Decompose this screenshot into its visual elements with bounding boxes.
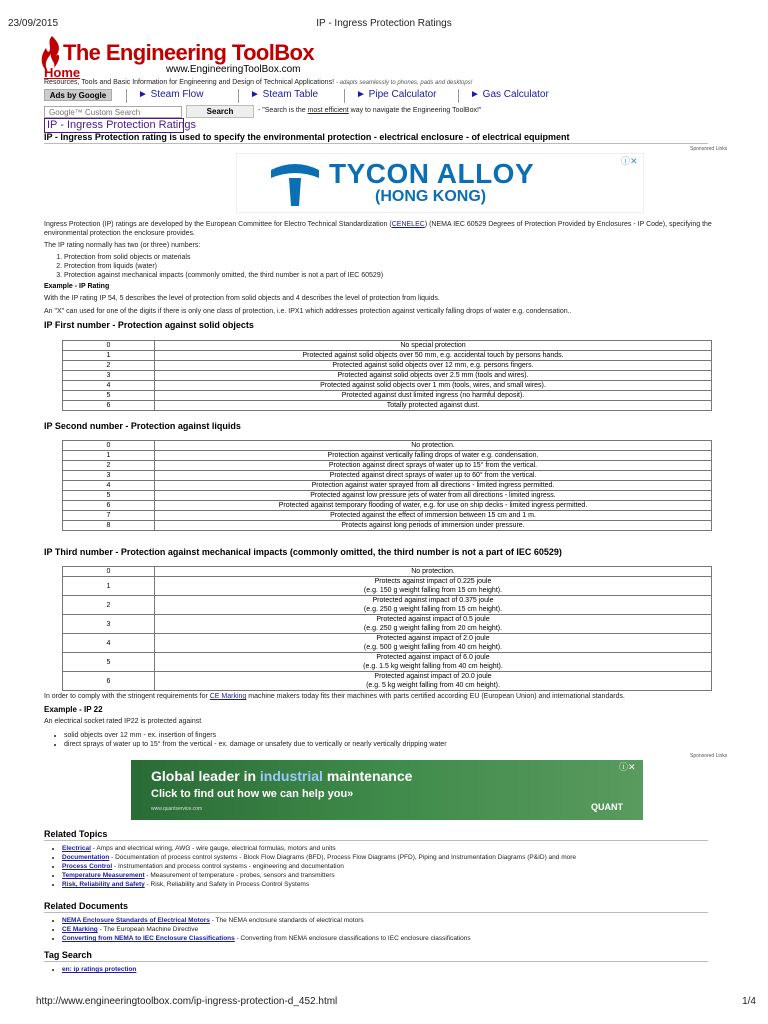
first-number-heading: IP First number - Protection against solid objects xyxy=(44,320,254,330)
divider xyxy=(44,961,708,962)
rating-description-cell: Protected against impact of 20.0 joule (e.g. 5 kg weight falling from 40 cm height). xyxy=(155,672,712,691)
table-row xyxy=(63,511,712,521)
example22-list xyxy=(44,731,447,749)
ce-marking-link[interactable]: CE Marking xyxy=(209,693,247,700)
related-documents-list xyxy=(62,916,471,943)
nav-divider xyxy=(238,89,239,103)
example22-text: An electrical socket rated IP22 is protected against xyxy=(44,718,202,725)
sponsored-links-label: Sponsored Links xyxy=(690,146,728,152)
tagline-note: - adapts seamlessly to phones, pads and desktops! xyxy=(335,80,473,86)
rating-description-cell: Protection against vertically falling drops of water e.g. condensation. xyxy=(155,451,712,461)
compliance-text xyxy=(44,692,625,701)
compliance-pre: In order to comply with the stringent requirements for xyxy=(44,693,210,700)
ad-subtitle: Click to find out how we can help you» xyxy=(151,788,354,800)
rating-description-cell: Protects against long periods of immersion under pressure. xyxy=(155,521,712,531)
divider xyxy=(44,143,708,144)
ad-subtitle: (HONG KONG) xyxy=(375,188,487,205)
search-note xyxy=(258,107,481,114)
ad-title-emphasis: industrial xyxy=(259,768,323,784)
print-url: http://www.engineeringtoolbox.com/ip-ingress-protection-d_452.html xyxy=(36,996,338,1007)
intro-text-post: ) (NEMA IEC 60529 Degrees of Protection Provided by Enclosures - IP Code), specifying the environmental protection the enclosure provides. xyxy=(44,221,712,237)
table-row xyxy=(63,441,712,451)
table-row xyxy=(63,471,712,481)
related-link[interactable]: Converting from NEMA to IEC Enclosure Classifications xyxy=(62,935,235,942)
ads-by-google-button[interactable]: Ads by Google xyxy=(44,89,112,101)
example-heading: Example - IP Rating xyxy=(44,283,110,290)
rating-number-cell: 2 xyxy=(63,361,155,371)
list-item xyxy=(62,871,576,880)
table-row xyxy=(63,567,712,577)
nav-link-gas-calculator[interactable]: ► Gas Calculator xyxy=(470,89,549,100)
rating-number-cell: 8 xyxy=(63,521,155,531)
link-description: - Amps and electrical wiring, AWG - wire gauge, electrical formulas, motors and units xyxy=(90,845,336,852)
x-digit-text: An "X" can used for one of the digits if there is only one class of protection, i.e. IPX1 which addresses protection against vertically falling drops of water e.g. condensation.. xyxy=(44,308,572,315)
related-link[interactable]: NEMA Enclosure Standards of Electrical Motors xyxy=(62,917,210,924)
table-row xyxy=(63,577,712,596)
rating-number-cell: 3 xyxy=(63,615,155,634)
rating-description-cell: Protected against impact of 6.0 joule (e.g. 1.5 kg weight falling from 40 cm height). xyxy=(155,653,712,672)
rating-number-cell: 7 xyxy=(63,511,155,521)
table-row xyxy=(63,461,712,471)
rating-description-cell: Protected against impact of 2.0 joule (e.g. 500 g weight falling from 40 cm height). xyxy=(155,634,712,653)
rating-number-cell: 4 xyxy=(63,481,155,491)
ad-choices-icon[interactable]: ⓘ✕ xyxy=(619,762,636,772)
ad-brand: QUANT xyxy=(591,802,623,812)
rating-description-cell: Protected against impact of 0.5 joule (e.g. 250 g weight falling from 20 cm height). xyxy=(155,615,712,634)
nav-link-steam-table[interactable]: ► Steam Table xyxy=(250,89,319,100)
intro-text-pre: Ingress Protection (IP) ratings are developed by the European Committee for Electro Technical Standardization ( xyxy=(44,221,392,228)
rating-description-cell: Protected against low pressure jets of water from all directions - limited ingress. xyxy=(155,491,712,501)
related-link[interactable]: Electrical xyxy=(62,845,91,852)
ad-title xyxy=(151,768,412,784)
rating-description-cell: Protected against direct sprays of water up to 60° from the vertical. xyxy=(155,471,712,481)
table-row xyxy=(63,501,712,511)
rating-description-cell: Protected against the effect of immersion between 15 cm and 1 m. xyxy=(155,511,712,521)
example22-heading: Example - IP 22 xyxy=(44,705,103,714)
rating-number-cell: 6 xyxy=(63,501,155,511)
table-body xyxy=(63,567,712,691)
divider xyxy=(44,912,708,913)
page-title[interactable]: IP - Ingress Protection Ratings xyxy=(44,118,184,133)
rating-description-cell: Totally protected against dust. xyxy=(155,401,712,411)
tycon-logo-icon xyxy=(267,160,323,208)
related-link[interactable]: Documentation xyxy=(62,854,110,861)
print-page-number: 1/4 xyxy=(742,996,756,1007)
numbers-intro: The IP rating normally has two (or three) numbers: xyxy=(44,242,201,249)
search-note-pre: - "Search is the xyxy=(258,107,308,114)
rating-description-cell: No special protection xyxy=(155,341,712,351)
compliance-post: machine makers today fits their machines with parts certified according EU (European Union) and international standards. xyxy=(246,693,625,700)
tagline-text: Resources, Tools and Basic Information for Engineering and Design of Technical Applications! xyxy=(44,79,335,86)
table-row xyxy=(63,391,712,401)
rating-description-cell: Protected against impact of 0.375 joule (e.g. 250 g weight falling from 15 cm height). xyxy=(155,596,712,615)
rating-number-cell: 6 xyxy=(63,401,155,411)
rating-description-cell: Protection against water sprayed from all directions - limited ingress permitted. xyxy=(155,481,712,491)
list-item: • solid objects over 12 mm - ex. insertion of fingers xyxy=(64,731,447,740)
sponsored-links-label: Sponsored Links xyxy=(690,753,728,759)
example-text: With the IP rating IP 54, 5 describes the level of protection from solid objects and 4 describes the level of protection from liquids. xyxy=(44,295,440,302)
table-row xyxy=(63,615,712,634)
ad-title-pre: Global leader in xyxy=(151,768,260,784)
second-number-table xyxy=(62,440,712,531)
search-note-emphasis: most efficient xyxy=(307,107,349,114)
table-row xyxy=(63,672,712,691)
rating-description-cell: Protected against solid objects over 12 mm, e.g. persons fingers. xyxy=(155,361,712,371)
third-number-heading: IP Third number - Protection against mechanical impacts (commonly omitted, the third number is not a part of IEC 60529) xyxy=(44,547,562,557)
home-link[interactable]: Home xyxy=(44,65,81,80)
first-number-table xyxy=(62,340,712,411)
ad-brand: TYCON ALLOY xyxy=(329,158,535,189)
table-row xyxy=(63,401,712,411)
divider xyxy=(44,840,708,841)
rating-description-cell: No protection. xyxy=(155,441,712,451)
rating-number-cell: 5 xyxy=(63,491,155,501)
table-row xyxy=(63,481,712,491)
related-link[interactable]: Temperature Measurement xyxy=(62,872,145,879)
nav-link-steam-flow[interactable]: ► Steam Flow xyxy=(138,89,204,100)
nav-divider xyxy=(344,89,345,103)
table-row xyxy=(63,381,712,391)
list-item: 2. Protection from liquids (water) xyxy=(64,262,383,271)
list-item xyxy=(62,925,471,934)
tag-search-list xyxy=(62,965,136,974)
list-item xyxy=(62,844,576,853)
table-row xyxy=(63,653,712,672)
table-body xyxy=(63,341,712,411)
related-topics-list xyxy=(62,844,576,889)
list-item xyxy=(62,880,576,889)
cenelec-link[interactable]: CENELEC xyxy=(391,221,425,228)
search-button[interactable]: Search xyxy=(186,105,254,118)
table-row xyxy=(63,634,712,653)
nav-divider xyxy=(126,89,127,103)
table-row xyxy=(63,521,712,531)
rating-description-cell: Protected against solid objects over 1 mm (tools, wires, and small wires). xyxy=(155,381,712,391)
related-link[interactable]: Risk, Reliability and Safety xyxy=(62,881,145,888)
rating-number-cell: 1 xyxy=(63,577,155,596)
rating-number-cell: 0 xyxy=(63,441,155,451)
logo-title[interactable]: The Engineering ToolBox xyxy=(63,40,315,65)
rating-number-cell: 3 xyxy=(63,471,155,481)
rating-number-cell: 1 xyxy=(63,351,155,361)
tycon-alloy-ad[interactable] xyxy=(236,153,644,213)
link-description: - Documentation of process control systems - Block Flow Diagrams (BFD), Process Flow Diagrams (PFD), Piping and Instrumentation Diagrams (P&ID) and more xyxy=(109,854,577,861)
search-note-post: way to navigate the Engineering ToolBox!" xyxy=(348,107,482,114)
rating-description-cell: No protection. xyxy=(155,567,712,577)
link-description: - Measurement of temperature - probes, sensors and transmitters xyxy=(144,872,335,879)
nav-divider xyxy=(458,89,459,103)
list-item xyxy=(62,862,576,871)
nav-link-pipe-calculator[interactable]: ► Pipe Calculator xyxy=(356,89,437,100)
link-description: - Converting from NEMA enclosure classifications to IEC enclosure classifications xyxy=(234,935,471,942)
rating-description-cell: Protects against impact of 0.225 joule (e.g. 150 g weight falling from 15 cm height). xyxy=(155,577,712,596)
related-topics-heading: Related Topics xyxy=(44,829,108,839)
search-input[interactable] xyxy=(44,106,182,118)
list-item xyxy=(62,916,471,925)
tagline xyxy=(44,79,472,86)
rating-number-cell: 4 xyxy=(63,634,155,653)
rating-description-cell: Protected against solid objects over 2.5 mm (tools and wires). xyxy=(155,371,712,381)
rating-description-cell: Protection against direct sprays of water up to 15° from the vertical. xyxy=(155,461,712,471)
link-description: - The European Machine Directive xyxy=(97,926,199,933)
related-link[interactable]: en: ip ratings protection xyxy=(62,966,137,973)
rating-description-cell: Protected against temporary flooding of water, e.g. for use on ship decks - limited ingress permitted. xyxy=(155,501,712,511)
list-item: 1. Protection from solid objects or materials xyxy=(64,253,383,262)
site-url: www.EngineeringToolBox.com xyxy=(166,64,301,75)
rating-number-cell: 6 xyxy=(63,672,155,691)
related-link[interactable]: Process Control xyxy=(62,863,113,870)
list-item xyxy=(62,934,471,943)
related-documents-heading: Related Documents xyxy=(44,901,129,911)
rating-number-cell: 0 xyxy=(63,341,155,351)
rating-number-cell: 1 xyxy=(63,451,155,461)
table-body xyxy=(63,441,712,531)
second-number-heading: IP Second number - Protection against liquids xyxy=(44,421,241,431)
list-item: 3. Protection against mechanical impacts (commonly omitted, the third number is not a part of IEC 60529) xyxy=(64,271,383,280)
list-item: • direct sprays of water up to 15° from the vertical - ex. damage or unsafety due to vertically or nearly vertically dripping water xyxy=(64,740,447,749)
intro-paragraph xyxy=(44,220,724,238)
lead-text: IP - Ingress Protection rating is used to specify the environmental protection - electrical enclosure - of electrical equipment xyxy=(44,132,570,142)
list-item xyxy=(62,965,136,974)
ad-choices-icon[interactable]: ⓘ✕ xyxy=(621,156,638,166)
link-description: - Instrumentation and process control systems - engineering and documentation xyxy=(112,863,344,870)
table-row xyxy=(63,351,712,361)
list-item xyxy=(62,853,576,862)
ad-title-post: maintenance xyxy=(322,768,413,784)
print-date: 23/09/2015 xyxy=(8,18,59,29)
table-row xyxy=(63,596,712,615)
print-title: IP - Ingress Protection Ratings xyxy=(316,18,452,29)
link-description: - The NEMA enclosure standards of electrical motors xyxy=(209,917,364,924)
rating-number-cell: 0 xyxy=(63,567,155,577)
rating-number-cell: 2 xyxy=(63,596,155,615)
related-link[interactable]: CE Marking xyxy=(62,926,98,933)
ip-numbers-list xyxy=(44,253,383,280)
rating-description-cell: Protected against dust limited ingress (no harmful deposit). xyxy=(155,391,712,401)
ad-url: www.quantservice.com xyxy=(151,806,203,812)
rating-number-cell: 3 xyxy=(63,371,155,381)
table-row xyxy=(63,371,712,381)
quant-ad[interactable] xyxy=(131,760,643,820)
link-description: - Risk, Reliability and Safety in Process Control Systems xyxy=(144,881,310,888)
rating-description-cell: Protected against solid objects over 50 mm, e.g. accidental touch by persons hands. xyxy=(155,351,712,361)
rating-number-cell: 5 xyxy=(63,653,155,672)
table-row xyxy=(63,341,712,351)
table-row xyxy=(63,451,712,461)
table-row xyxy=(63,491,712,501)
rating-number-cell: 5 xyxy=(63,391,155,401)
tag-search-heading: Tag Search xyxy=(44,950,92,960)
table-row xyxy=(63,361,712,371)
rating-number-cell: 4 xyxy=(63,381,155,391)
rating-number-cell: 2 xyxy=(63,461,155,471)
third-number-table xyxy=(62,566,712,691)
